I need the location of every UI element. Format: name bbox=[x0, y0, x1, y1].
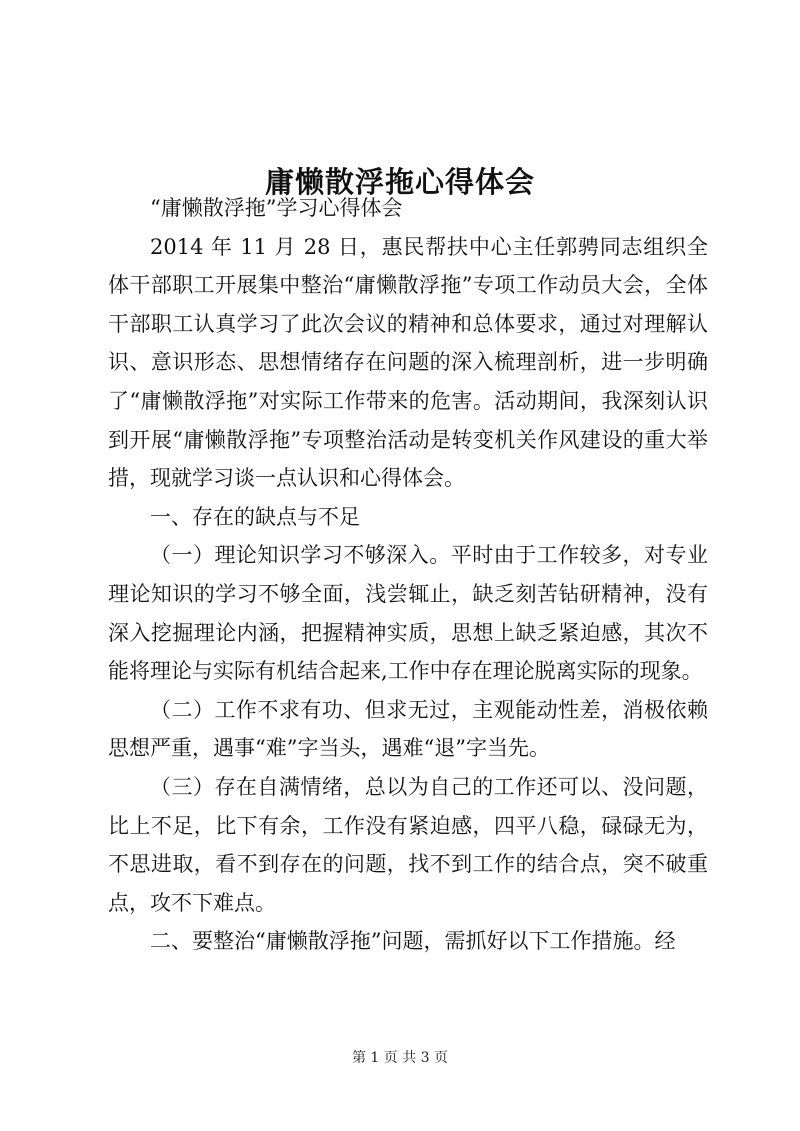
shortcoming-item-3: （三）存在自满情绪，总以为自己的工作还可以、没问题，比上不足，比下有余，工作没有紧迫感，四平八稳，碌碌无为，不思进取，看不到存在的问题，找不到工作的结合点，突不破重点，攻不下难点。 bbox=[108, 774, 708, 915]
subtitle-paragraph: “庸懒散浮拖”学习心得体会 bbox=[150, 196, 403, 220]
intro-paragraph: 2014 年 11 月 28 日，惠民帮扶中心主任郭骋同志组织全体干部职工开展集中整治“庸懒散浮拖”专项工作动员大会，全体干部职工认真学习了此次会议的精神和总体要求，通过对理解认识、意识形态、思想情绪存在问题的深入梳理剖析，进一步明确了“庸懒散浮拖”对实际工作带来的危害。活动期间，我深刻认识到开展“庸懒散浮拖”专项整治活动是转变机关作风建设的重大举措，现就学习谈一点认识和心得体会。 bbox=[108, 234, 708, 491]
shortcoming-item-2: （二）工作不求有功、但求无过，主观能动性差，消极依赖思想严重，遇事“难”字当头，遇难“退”字当先。 bbox=[108, 697, 708, 761]
shortcoming-item-1: （一）理论知识学习不够深入。平时由于工作较多，对专业理论知识的学习不够全面，浅尝辄止，缺乏刻苦钻研精神，没有深入挖掘理论内涵，把握精神实质，思想上缺乏紧迫感，其次不能将理论与实际有机结合起来,工作中存在理论脱离实际的现象。 bbox=[108, 543, 708, 684]
section-heading-measures: 二、要整治“庸懒散浮拖”问题，需抓好以下工作措施。经 bbox=[150, 929, 676, 954]
document-title: 庸懒散浮拖心得体会 bbox=[264, 165, 535, 200]
document-body bbox=[108, 189, 708, 961]
page-number-footer: 第 1 页 共 3 页 bbox=[351, 1050, 449, 1066]
section-heading-shortcomings: 一、存在的缺点与不足 bbox=[150, 504, 360, 529]
